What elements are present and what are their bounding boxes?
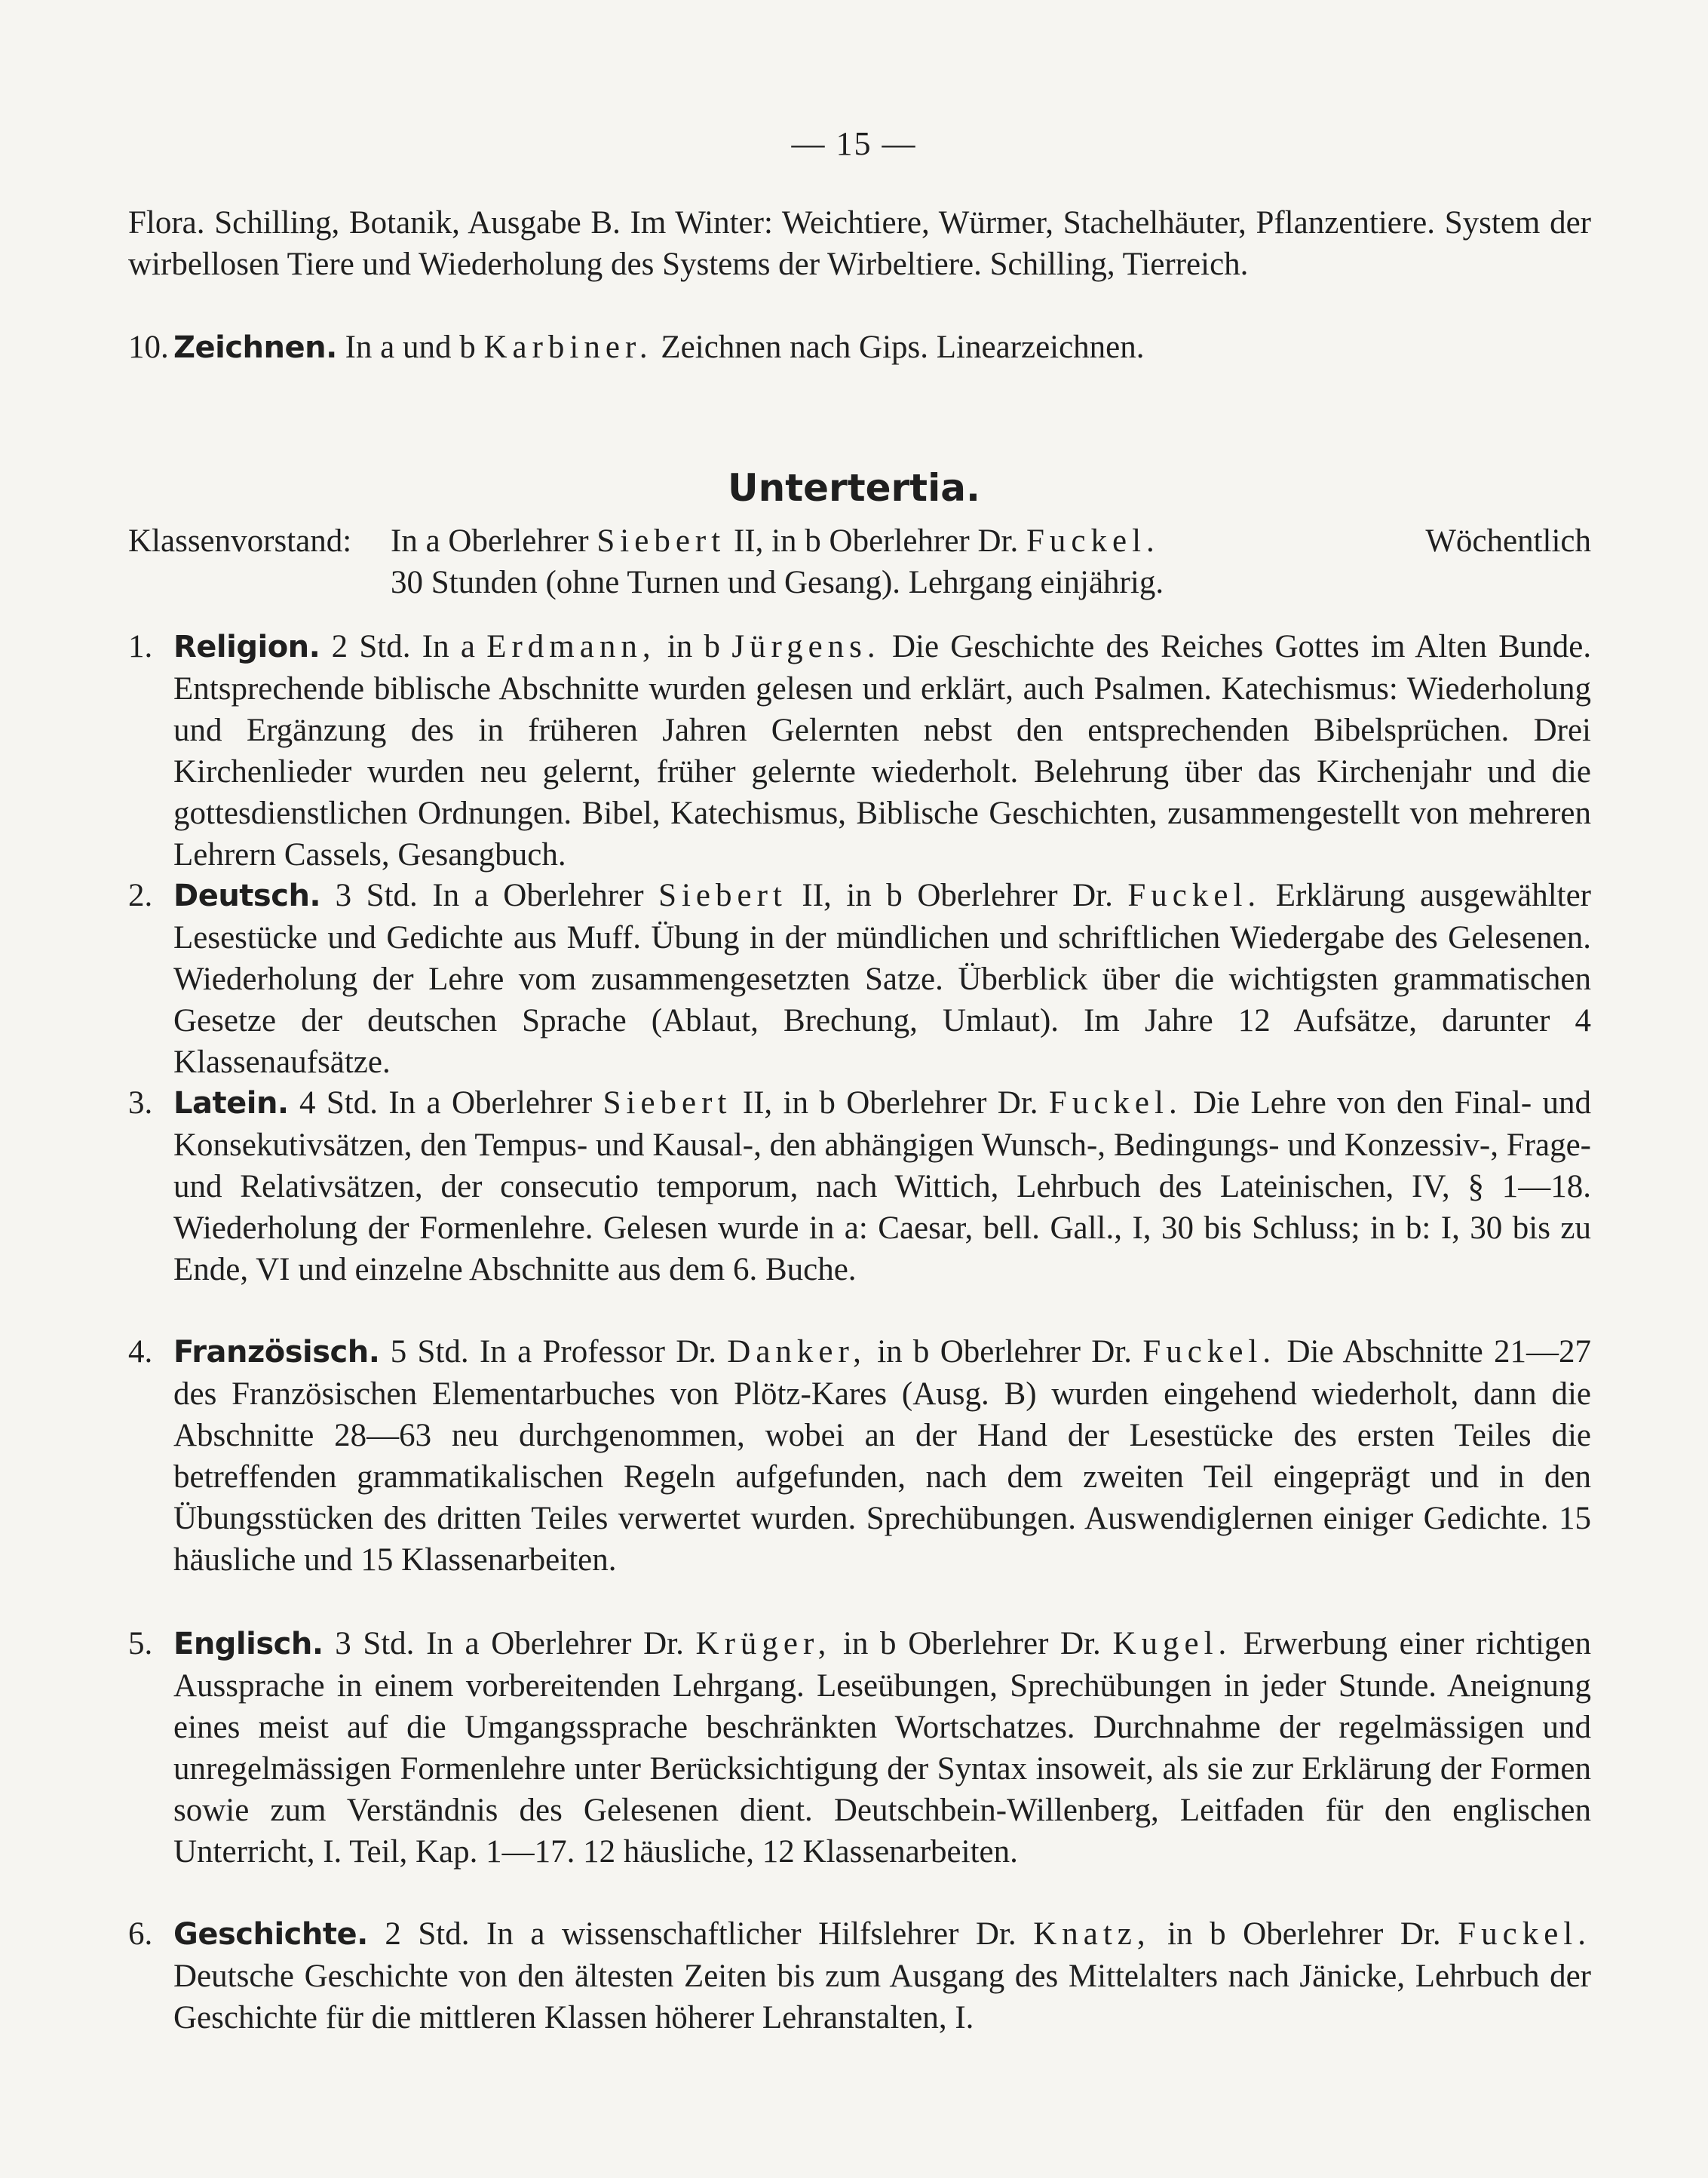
teacher-intro: In a und b (345, 330, 476, 365)
subject-hours: 2 Std. (331, 629, 411, 664)
subject-title: Latein. (173, 1086, 289, 1121)
item-geschichte (128, 1913, 1591, 2038)
teachers-mid: in b Oberlehrer Dr. (877, 1334, 1133, 1370)
teachers-pre: In a Oberlehrer Dr. (426, 1626, 684, 1661)
subject-hours: 5 Std. (390, 1334, 469, 1370)
item-number: 5. (128, 1626, 153, 1661)
teachers-pre: In a (422, 629, 475, 664)
subject-text: Erklärung ausgewählter Lesestücke und Gedichte aus Muff. Übung in der mündlichen und schriftlichen Wiedergabe des Gelesenen. Wiederholung der Lehre vom zusammengesetzten Satze. Überblick über die wichtigsten grammatischen Gesetze der deutschen Sprache (Ablaut, Brechung, Umlaut). Im Jahre 12 Aufsätze, darunter 4 Klassenaufsätze. (173, 878, 1591, 1080)
item-franzoesisch (128, 1331, 1591, 1581)
kv-line1-post: Wöchentlich (1425, 523, 1591, 559)
teacher-name: Jürgens. (731, 629, 881, 664)
kv-line2: 30 Stunden (ohne Turnen und Gesang). Lehrgang einjährig. (391, 565, 1164, 600)
teacher-name: Danker, (727, 1334, 866, 1370)
subject-title: Geschichte. (173, 1917, 368, 1952)
item-number: 6. (128, 1916, 153, 1952)
item-number: 1. (128, 629, 153, 664)
teacher-name: Knatz, (1033, 1916, 1151, 1952)
subject-title: Religion. (173, 630, 320, 664)
klassenvorstand (128, 520, 1591, 603)
page-number: — 15 — (791, 125, 917, 162)
subject-text: Die Lehre von den Final- und Konsekutivsätzen, den Tempus- und Kausal-, den abhängigen Wunsch-, Bedingungs- und Konzessiv-, Frage- und Relativsätzen, der consecutio temporum, nach Wittich, Lehrbuch des Lateinischen, IV, § 1—18. Wiederholung der Formenlehre. Gelesen wurde in a: Caesar, bell. Gall., I, 30 bis Schluss; in b: I, 30 bis zu Ende, VI und einzelne Abschnitte aus dem 6. Buche. (173, 1085, 1592, 1287)
teacher-name: Karbiner. (483, 330, 653, 365)
item-zeichnen (128, 327, 1591, 369)
item-latein (128, 1082, 1591, 1290)
teachers-mid: in b Oberlehrer Dr. (1167, 1916, 1441, 1952)
teacher-name: Krüger, (695, 1626, 832, 1661)
item-number: 2. (128, 878, 153, 913)
section-heading: Untertertia. (728, 466, 980, 510)
teacher-name: Erdmann, (486, 629, 656, 664)
item-religion (128, 626, 1591, 876)
subject-text: Die Abschnitte 21—27 des Französischen Elementarbuches von Plötz-Kares (Ausg. B) wurden eingehend wiederholt, dann die Abschnitte 28—63 neu durchgenommen, wobei an der Hand der Lesestücke des ersten Teiles die betreffenden grammatikalischen Regeln aufgefunden, nach dem zweiten Teil eingeprägt und in den Übungsstücken des dritten Teiles verwertet wurden. Sprechübungen. Auswendiglernen einiger Gedichte. 15 häusliche und 15 Klassenarbeiten. (173, 1334, 1592, 1578)
subject-text: Erwerbung einer richtigen Aussprache in einem vorbereitenden Lehrgang. Leseübungen, Sprechübungen in jeder Stunde. Aneignung eines meist auf die Umgangssprache beschränkten Wortschatzes. Durchnahme der regelmässigen und unregelmässigen Formenlehre unter Berücksichtigung der Syntax insoweit, als sie zur Erklärung der Formen sowie zum Verständnis des Gelesenen dient. Deutschbein-Willenberg, Leitfaden für den englischen Unterricht, I. Teil, Kap. 1—17. 12 häusliche, 12 Klassenarbeiten. (173, 1626, 1592, 1870)
subject-hours: 3 Std. (335, 1626, 415, 1661)
subject-text: Zeichnen nach Gips. Linearzeichnen. (661, 330, 1145, 365)
subject-title: Zeichnen. (173, 330, 337, 365)
subject-title: Englisch. (173, 1627, 324, 1661)
item-englisch (128, 1623, 1591, 1873)
teacher-name: Fuckel. (1142, 1334, 1277, 1370)
teachers-pre: In a Oberlehrer (432, 878, 644, 913)
kv-line1-mid: II, in b Oberlehrer Dr. (733, 523, 1019, 559)
teacher-name: Fuckel. (1127, 878, 1262, 913)
teachers-mid: in b Oberlehrer Dr. (842, 1626, 1101, 1661)
teacher-name: Siebert (603, 1085, 732, 1121)
item-number: 4. (128, 1334, 153, 1370)
subject-hours: 4 Std. (299, 1085, 378, 1121)
teachers-mid: in b (667, 629, 721, 664)
klassenvorstand-label: Klassenvorstand: (128, 523, 352, 559)
kv-name2: Fuckel. (1026, 523, 1160, 559)
teachers-pre: In a Professor Dr. (479, 1334, 716, 1370)
kv-name1: Siebert (596, 523, 726, 559)
teachers-pre: In a Oberlehrer (388, 1085, 593, 1121)
subject-hours: 2 Std. (385, 1916, 470, 1952)
item-number: 10. (128, 330, 169, 365)
subject-text: Die Geschichte des Reiches Gottes im Alten Bunde. Entsprechende biblische Abschnitte wurden gelesen und erklärt, auch Psalmen. Katechismus: Wiederholung und Ergänzung des in früheren Jahren Gelernten nebst den entsprechenden Bibelsprüchen. Drei Kirchenlieder wurden neu gelernt, früher gelernte wiederholt. Belehrung über das Kirchenjahr und die gottesdienstlichen Ordnungen. Bibel, Katechismus, Biblische Geschichten, zusammengestellt von mehreren Lehrern Cassels, Gesangbuch. (173, 629, 1592, 873)
teacher-name: Kugel. (1112, 1626, 1232, 1661)
teacher-name: Fuckel. (1048, 1085, 1182, 1121)
teachers-mid: II, in b Oberlehrer Dr. (742, 1085, 1038, 1121)
continuation-paragraph: Flora. Schilling, Botanik, Ausgabe B. Im Winter: Weichtiere, Würmer, Stachelhäuter, Pflanzentiere. System der wirbellosen Tiere und Wiederholung des Systems der Wirbeltiere. Schilling, Tierreich. (128, 205, 1591, 282)
item-deutsch (128, 875, 1591, 1083)
teachers-mid: II, in b Oberlehrer Dr. (802, 878, 1113, 913)
subject-title: Französisch. (173, 1335, 380, 1370)
teacher-name: Fuckel. (1458, 1916, 1591, 1952)
kv-line1-pre: In a Oberlehrer (391, 523, 589, 559)
teachers-pre: In a wissenschaftlicher Hilfslehrer Dr. (486, 1916, 1017, 1952)
subject-text: Deutsche Geschichte von den ältesten Zeiten bis zum Ausgang des Mittelalters nach Jänicke, Lehrbuch der Geschichte für die mittleren Klassen höherer Lehranstalten, I. (173, 1959, 1591, 2035)
subject-hours: 3 Std. (335, 878, 418, 913)
teacher-name: Siebert (658, 878, 787, 913)
item-number: 3. (128, 1085, 153, 1121)
subject-title: Deutsch. (173, 879, 321, 913)
